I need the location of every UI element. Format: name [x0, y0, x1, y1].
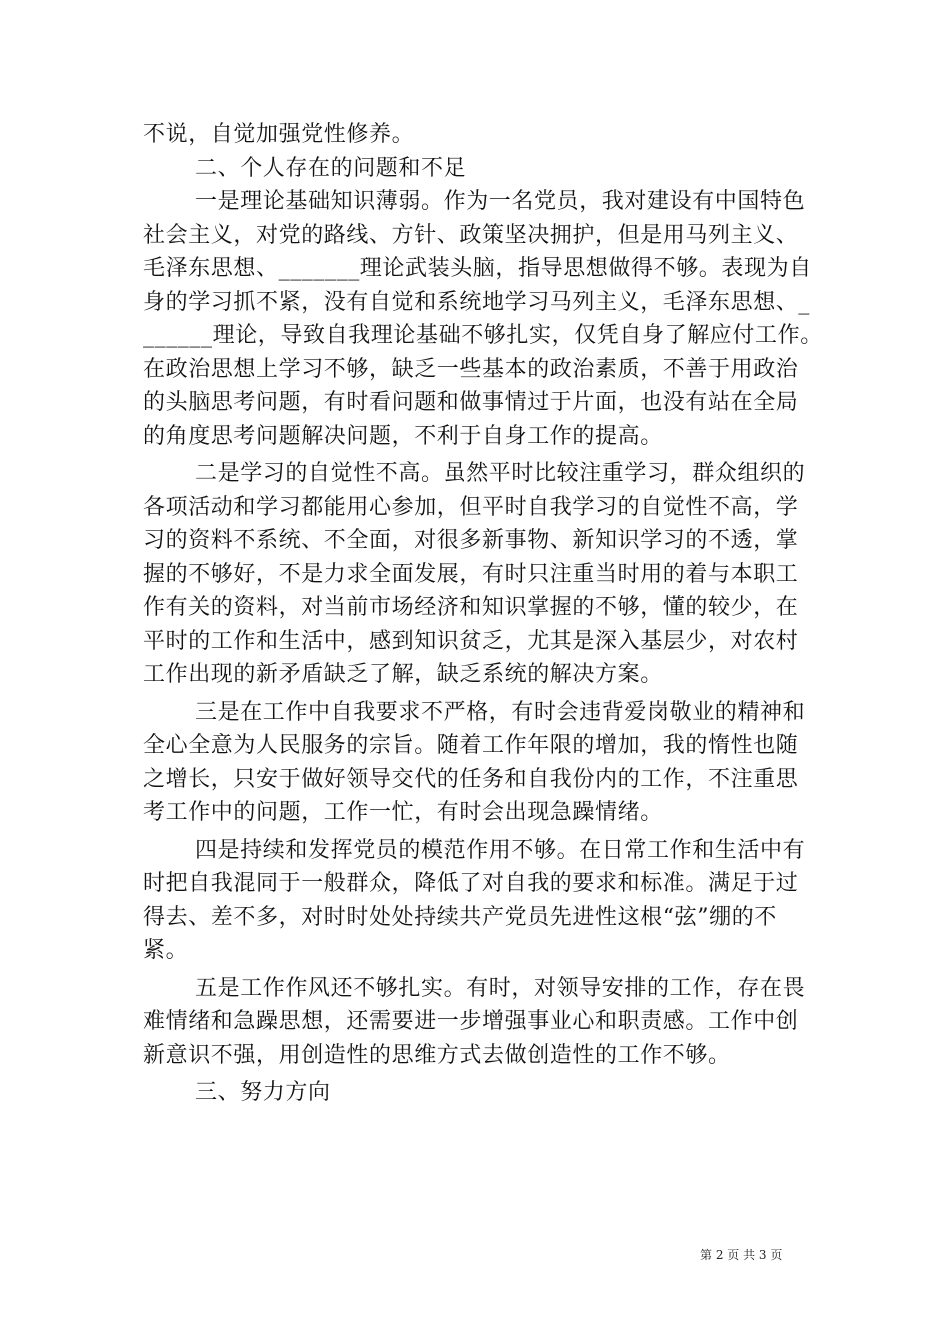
text-line: 作有关的资料，对当前市场经济和知识掌握的不够，懂的较少，在 — [143, 595, 799, 620]
text-line: 难情绪和急躁思想，还需要进一步增强事业心和职责感。工作中创 — [143, 1009, 799, 1034]
text-line: ______理论，导致自我理论基础不够扎实，仅凭自身了解应付工作。 — [143, 323, 823, 348]
text-line: 新意识不强，用创造性的思维方式去做创造性的工作不够。 — [143, 1042, 731, 1068]
section-heading: 三、努力方向 — [195, 1080, 331, 1105]
text-line: 的头脑思考问题，有时看问题和做事情过于片面，也没有站在全局 — [143, 390, 799, 415]
text-line: 时把自我混同于一般群众，降低了对自我的要求和标准。满足于过 — [143, 871, 799, 896]
text-line: 全心全意为人民服务的宗旨。随着工作年限的增加，我的惰性也随 — [143, 733, 799, 758]
text-line: 考工作中的问题，工作一忙，有时会出现急躁情绪。 — [143, 800, 663, 825]
text-line: 紧。 — [143, 938, 189, 963]
text-line: 在政治思想上学习不够，缺乏一些基本的政治素质，不善于用政治 — [143, 356, 799, 382]
text-line: 工作出现的新矛盾缺乏了解，缺乏系统的解决方案。 — [143, 662, 663, 687]
text-line: 的角度思考问题解决问题，不利于自身工作的提高。 — [143, 423, 663, 449]
page-number: 第 2 页 共 3 页 — [700, 1248, 783, 1262]
text-line: 平时的工作和生活中，感到知识贫乏，尤其是深入基层少，对农村 — [143, 628, 799, 654]
text-line: 社会主义，对党的路线、方针、政策坚决拥护，但是用马列主义、 — [143, 222, 799, 248]
text-line: 身的学习抓不紧，没有自觉和系统地学习马列主义，毛泽东思想、_ — [143, 289, 811, 315]
text-line: 三是在工作中自我要求不严格，有时会违背爱岗敬业的精神和 — [195, 699, 806, 725]
text-line: 不说，自觉加强党性修养。 — [143, 122, 415, 147]
section-heading: 二、个人存在的问题和不足 — [195, 155, 467, 181]
text-line: 四是持续和发挥党员的模范作用不够。在日常工作和生活中有 — [195, 837, 806, 863]
document-body — [143, 118, 823, 1110]
text-line: 握的不够好，不是力求全面发展，有时只注重当时用的着与本职工 — [143, 561, 799, 587]
text-line: 之增长，只安于做好领导交代的任务和自我份内的工作，不注重思 — [143, 766, 799, 792]
text-line: 毛泽东思想、_______理论武装头脑，指导思想做得不够。表现为自 — [143, 256, 812, 281]
text-line: 得去、差不多，对时时处处持续共产党员先进性这根“弦”绷的不 — [143, 904, 777, 930]
text-line: 一是理论基础知识薄弱。作为一名党员，我对建设有中国特色 — [195, 189, 806, 214]
text-line: 二是学习的自觉性不高。虽然平时比较注重学习，群众组织的 — [195, 461, 806, 486]
text-line: 五是工作作风还不够扎实。有时，对领导安排的工作，存在畏 — [195, 975, 806, 1001]
text-line: 习的资料不系统、不全面，对很多新事物、新知识学习的不透，掌 — [143, 528, 799, 553]
text-line: 各项活动和学习都能用心参加，但平时自我学习的自觉性不高，学 — [143, 494, 799, 520]
